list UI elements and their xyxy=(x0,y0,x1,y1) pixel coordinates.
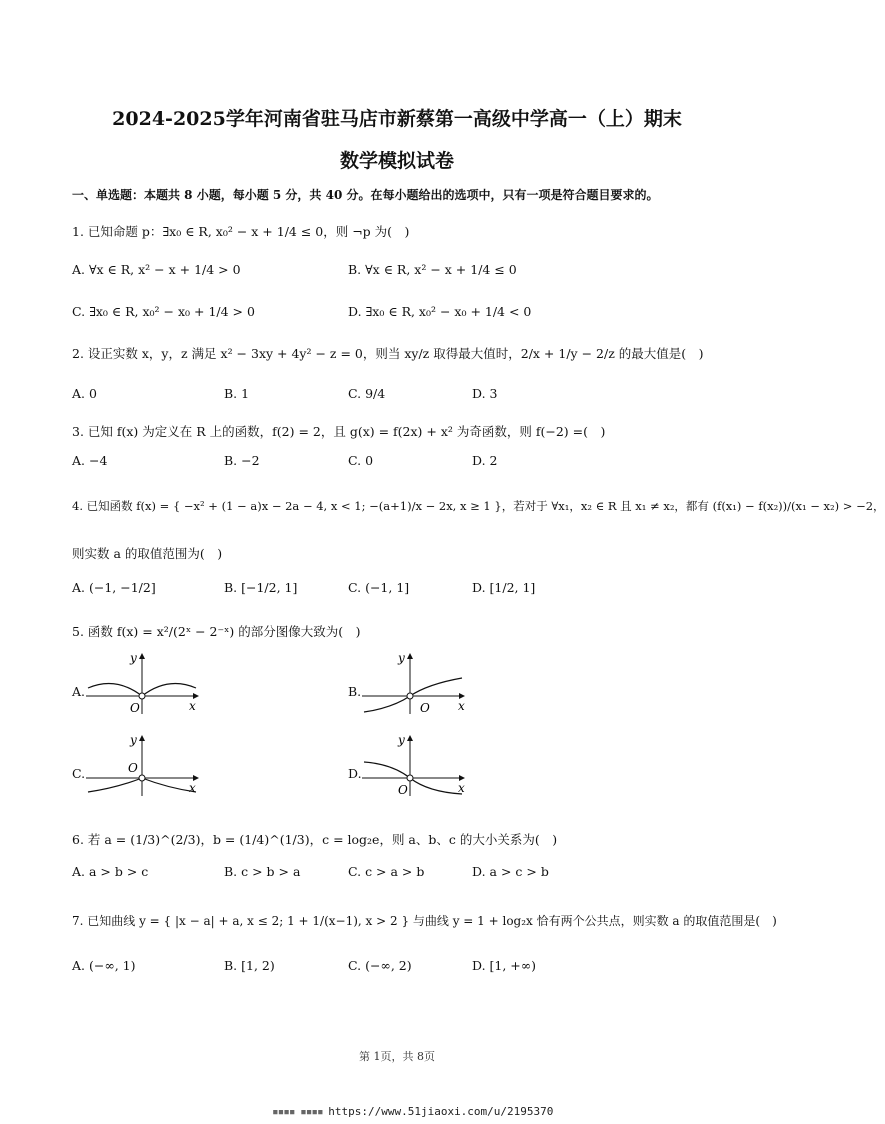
page-footer: 第 1页，共 8页 xyxy=(359,1050,435,1063)
graph-a-x-label: x xyxy=(189,699,196,713)
graph-a-o-label: O xyxy=(130,701,140,715)
graph-c-y-label: y xyxy=(130,733,137,747)
question-4-stem-cont: 则实数 a 的取值范围为( ) xyxy=(72,546,223,561)
question-3-stem: 3. 已知 f(x) 为定义在 R 上的函数，f(2) = 2，且 g(x) = f(2x) + x² 为奇函数，则 f(−2) =( ) xyxy=(72,424,606,439)
graph-d-o-label: O xyxy=(398,783,408,797)
q4-option-b: B. [−1/2, 1] xyxy=(224,580,298,595)
question-7-stem: 7. 已知曲线 y = { |x − a| + a, x ≤ 2; 1 + 1/(x−1), x > 2 } 与曲线 y = 1 + log₂x 恰有两个公共点，则实数 a 的取值范围是( ) xyxy=(72,914,777,928)
q3-option-a: A. −4 xyxy=(72,453,108,468)
q2-option-a: A. 0 xyxy=(72,386,97,401)
watermark-url: https://www.51jiaoxi.com/u/2195370 xyxy=(328,1105,554,1118)
q7-option-a: A. (−∞, 1) xyxy=(72,958,136,973)
graph-c-x-label: x xyxy=(189,781,196,795)
q5-graph-a xyxy=(86,650,206,716)
q5-graph-b xyxy=(362,650,472,716)
title-line2: 数学模拟试卷 xyxy=(339,150,454,172)
graph-b-y-label: y xyxy=(398,651,405,665)
q5-option-a: A. xyxy=(72,684,86,699)
q6-option-b: B. c > b > a xyxy=(224,864,301,879)
question-1-stem: 1. 已知命题 p：∃x₀ ∈ R, x₀² − x + 1/4 ≤ 0，则 ¬p 为( ) xyxy=(72,224,410,239)
q5-option-d: D. xyxy=(348,766,362,781)
title-line1: 2024-2025学年河南省驻马店市新蔡第一高级中学高一（上）期末 xyxy=(112,108,682,130)
question-5-stem: 5. 函数 f(x) = x²/(2ˣ − 2⁻ˣ) 的部分图像大致为( ) xyxy=(72,624,361,639)
q3-option-d: D. 2 xyxy=(472,453,498,468)
q7-option-b: B. [1, 2) xyxy=(224,958,275,973)
q5-option-c: C. xyxy=(72,766,86,781)
graph-b-x-label: x xyxy=(458,699,465,713)
q6-option-d: D. a > c > b xyxy=(472,864,549,879)
q1-option-c: C. ∃x₀ ∈ R, x₀² − x₀ + 1/4 > 0 xyxy=(72,304,255,319)
q1-option-d: D. ∃x₀ ∈ R, x₀² − x₀ + 1/4 < 0 xyxy=(348,304,532,319)
q5-graph-d xyxy=(362,732,472,798)
q4-option-c: C. (−1, 1] xyxy=(348,580,410,595)
q2-option-c: C. 9/4 xyxy=(348,386,386,401)
question-6-stem: 6. 若 a = (1/3)^(2/3)，b = (1/4)^(1/3)，c = log₂e，则 a、b、c 的大小关系为( ) xyxy=(72,832,558,847)
q4-option-a: A. (−1, −1/2] xyxy=(72,580,156,595)
graph-a-y-label: y xyxy=(130,651,137,665)
watermark xyxy=(272,1105,553,1118)
watermark-dots: ▪▪▪▪ ▪▪▪▪ xyxy=(272,1105,329,1118)
section-heading: 一、单选题：本题共 8 小题，每小题 5 分，共 40 分。在每小题给出的选项中，只有一项是符合题目要求的。 xyxy=(72,188,659,202)
graph-b-o-label: O xyxy=(420,701,430,715)
question-2-stem: 2. 设正实数 x，y，z 满足 x² − 3xy + 4y² − z = 0，则当 xy/z 取得最大值时，2/x + 1/y − 2/z 的最大值是( ) xyxy=(72,346,704,361)
q6-option-c: C. c > a > b xyxy=(348,864,425,879)
q7-option-d: D. [1, +∞) xyxy=(472,958,537,973)
q2-option-b: B. 1 xyxy=(224,386,250,401)
q3-option-c: C. 0 xyxy=(348,453,374,468)
graph-c-o-label: O xyxy=(128,761,138,775)
q5-graph-c xyxy=(86,732,206,798)
q5-option-b: B. xyxy=(348,684,362,699)
q6-option-a: A. a > b > c xyxy=(72,864,149,879)
q1-option-a: A. ∀x ∈ R, x² − x + 1/4 > 0 xyxy=(72,262,241,277)
graph-d-y-label: y xyxy=(398,733,405,747)
graph-d-x-label: x xyxy=(458,781,465,795)
q3-option-b: B. −2 xyxy=(224,453,260,468)
q1-option-b: B. ∀x ∈ R, x² − x + 1/4 ≤ 0 xyxy=(348,262,517,277)
q4-option-d: D. [1/2, 1] xyxy=(472,580,536,595)
question-4-stem: 4. 已知函数 f(x) = { −x² + (1 − a)x − 2a − 4, x < 1; −(a+1)/x − 2x, x ≥ 1 }，若对于 ∀x₁，x₂ ∈ R 且 x₁ ≠ x₂，都有 (f(x₁) − f(x₂))/(x₁ − x₂) > −2， xyxy=(72,499,885,513)
q2-option-d: D. 3 xyxy=(472,386,498,401)
q7-option-c: C. (−∞, 2) xyxy=(348,958,412,973)
